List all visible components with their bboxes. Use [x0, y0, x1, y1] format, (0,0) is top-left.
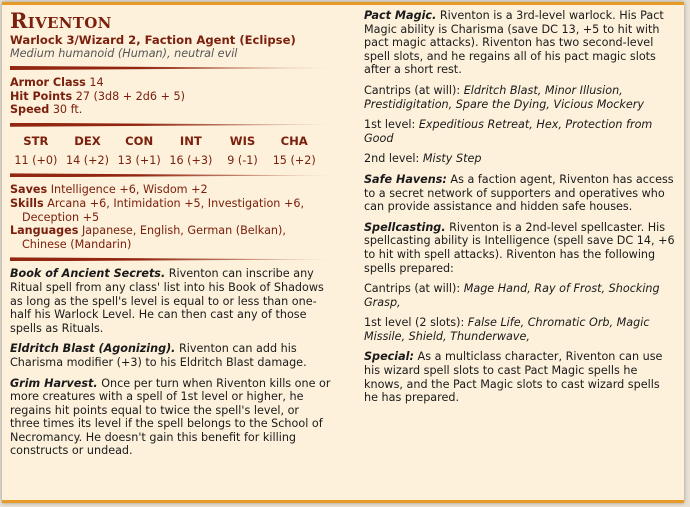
trait-eldritch-blast: Eldritch Blast (Agonizing). Riventon can add his Charisma modifier (+3) to his Eldritch Blast damage.	[10, 342, 307, 369]
creature-name: Riventon	[10, 8, 112, 33]
spell-level-1: 1st level (2 slots): False Life, Chromatic Orb, Magic Missile, Shield, Thunderwave,	[364, 316, 650, 343]
trait-spellcasting: Spellcasting. Riventon is a 2nd-level spellcaster. His spellcasting ability is Intelligence (spell save DC 14, +6 to hit with spell attacks). Riventon has the following spells prepared:	[364, 220, 675, 275]
languages: Languages Japanese, English, German (Belkan), Chinese (Mandarin)	[10, 224, 286, 251]
pact-level-2: 2nd level: Misty Step	[364, 152, 482, 166]
ability-con: CON 13 (+1)	[117, 133, 161, 167]
left-column	[10, 9, 332, 465]
hit-points: Hit Points 27 (3d8 + 2d6 + 5)	[10, 89, 185, 103]
trait-special: Special: As a multiclass character, Riventon can use his wizard spell slots to cast Pact Magic spells he knows, and the Pact Magic slots to cast wizard spells he has prepared.	[364, 350, 663, 405]
creature-subtitle: Warlock 3/Wizard 2, Faction Agent (Eclipse)	[10, 33, 296, 47]
ability-cha: CHA 15 (+2)	[272, 133, 316, 167]
ability-wis: WIS 9 (-1)	[227, 133, 258, 167]
ability-dex: DEX 14 (+2)	[66, 133, 110, 167]
divider	[10, 257, 332, 261]
trait-safe-havens: Safe Havens: As a faction agent, Riventon has access to a secret network of supporters and operatives who can provide assistance and hidden safe houses.	[364, 172, 674, 214]
divider	[10, 173, 332, 177]
skills: Skills Arcana +6, Intimidation +5, Investigation +6, Deception +5	[10, 196, 305, 224]
saves: Saves Intelligence +6, Wisdom +2	[10, 183, 208, 197]
creature-type: Medium humanoid (Human), neutral evil	[10, 47, 238, 60]
divider	[10, 123, 332, 127]
trait-grim-harvest: Grim Harvest. Once per turn when Riventon kills one or more creatures with a spell of 1st level or higher, he regains hit points equal to twice the spell's level, or three times its level if the spell belongs to the School of Necromancy. He doesn't gain this benefit for killing constructs or undead.	[10, 376, 331, 458]
pact-level-1: 1st level: Expeditious Retreat, Hex, Protection from Good	[364, 118, 653, 145]
trait-book-of-ancient-secrets: Book of Ancient Secrets. Riventon can inscribe any Ritual spell from any class' list into his Book of Shadows as long as the spell's level is equal to or less than one-half his Warlock Level. He can then cast any of those spells as Rituals.	[10, 267, 324, 335]
stat-block	[2, 2, 684, 503]
ability-str: STR 11 (+0)	[14, 133, 58, 167]
divider	[10, 66, 332, 70]
right-column	[364, 9, 676, 412]
speed: Speed 30 ft.	[10, 103, 83, 117]
spell-cantrips: Cantrips (at will): Mage Hand, Ray of Frost, Shocking Grasp,	[364, 282, 660, 309]
pact-cantrips: Cantrips (at will): Eldritch Blast, Minor Illusion, Prestidigitation, Spare the Dying, Vicious Mockery	[364, 83, 644, 111]
ability-scores	[10, 133, 320, 168]
armor-class: Armor Class 14	[10, 76, 104, 89]
trait-pact-magic: Pact Magic. Riventon is a 3rd-level warlock. His Pact Magic ability is Charisma (save DC 13, +5 to hit with pact magic attacks). Riventon has two second-level spell slots, and he regains all of his pact magic slots after a short rest.	[364, 9, 664, 77]
ability-int: INT 16 (+3)	[169, 133, 213, 167]
